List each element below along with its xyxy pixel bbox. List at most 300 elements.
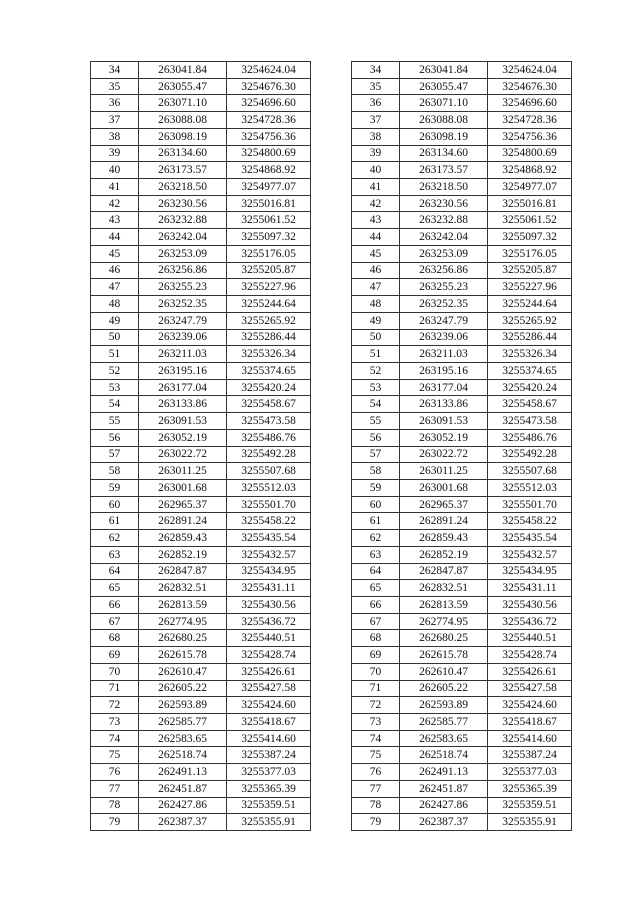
x-coordinate-cell: 262593.89 xyxy=(139,697,227,714)
table-row xyxy=(91,580,311,597)
x-coordinate-cell: 262491.13 xyxy=(139,764,227,781)
point-number-cell: 68 xyxy=(91,630,139,647)
point-number-cell: 68 xyxy=(352,630,400,647)
x-coordinate-cell: 262427.86 xyxy=(400,797,488,814)
table-row xyxy=(91,229,311,246)
table-row xyxy=(352,680,572,697)
table-row xyxy=(352,128,572,145)
point-number-cell: 44 xyxy=(352,229,400,246)
table-row xyxy=(91,479,311,496)
point-number-cell: 54 xyxy=(352,396,400,413)
point-number-cell: 65 xyxy=(91,580,139,597)
y-coordinate-cell: 3255427.58 xyxy=(488,680,572,697)
y-coordinate-cell: 3255435.54 xyxy=(488,530,572,547)
table-row xyxy=(91,663,311,680)
table-row xyxy=(352,62,572,79)
x-coordinate-cell: 262593.89 xyxy=(400,697,488,714)
table-row xyxy=(91,446,311,463)
x-coordinate-cell: 262852.19 xyxy=(139,546,227,563)
y-coordinate-cell: 3254728.36 xyxy=(227,112,311,129)
x-coordinate-cell: 263247.79 xyxy=(400,312,488,329)
y-coordinate-cell: 3255434.95 xyxy=(488,563,572,580)
table-row xyxy=(91,797,311,814)
point-number-cell: 46 xyxy=(91,262,139,279)
table-row xyxy=(352,195,572,212)
x-coordinate-cell: 263232.88 xyxy=(400,212,488,229)
y-coordinate-cell: 3255430.56 xyxy=(488,597,572,614)
table-row xyxy=(352,747,572,764)
y-coordinate-cell: 3255387.24 xyxy=(227,747,311,764)
table-row xyxy=(352,413,572,430)
point-number-cell: 36 xyxy=(352,95,400,112)
y-coordinate-cell: 3255501.70 xyxy=(488,496,572,513)
table-row xyxy=(352,112,572,129)
y-coordinate-cell: 3254800.69 xyxy=(488,145,572,162)
x-coordinate-cell: 263239.06 xyxy=(139,329,227,346)
y-coordinate-cell: 3255387.24 xyxy=(488,747,572,764)
x-coordinate-cell: 262813.59 xyxy=(139,597,227,614)
x-coordinate-cell: 263173.57 xyxy=(139,162,227,179)
x-coordinate-cell: 262859.43 xyxy=(139,530,227,547)
y-coordinate-cell: 3255414.60 xyxy=(227,730,311,747)
point-number-cell: 39 xyxy=(91,145,139,162)
table-row xyxy=(91,630,311,647)
table-row xyxy=(91,162,311,179)
x-coordinate-cell: 262605.22 xyxy=(400,680,488,697)
x-coordinate-cell: 262680.25 xyxy=(400,630,488,647)
table-row xyxy=(352,780,572,797)
table-row xyxy=(91,513,311,530)
point-number-cell: 43 xyxy=(352,212,400,229)
x-coordinate-cell: 263177.04 xyxy=(139,379,227,396)
x-coordinate-cell: 262605.22 xyxy=(139,680,227,697)
point-number-cell: 49 xyxy=(352,312,400,329)
table-row xyxy=(91,563,311,580)
table-row xyxy=(91,329,311,346)
point-number-cell: 61 xyxy=(352,513,400,530)
point-number-cell: 73 xyxy=(91,714,139,731)
point-number-cell: 41 xyxy=(352,179,400,196)
x-coordinate-cell: 263239.06 xyxy=(400,329,488,346)
x-coordinate-cell: 262774.95 xyxy=(139,613,227,630)
point-number-cell: 41 xyxy=(91,179,139,196)
table-row xyxy=(352,630,572,647)
table-row xyxy=(91,697,311,714)
point-number-cell: 62 xyxy=(91,530,139,547)
table-row xyxy=(91,112,311,129)
y-coordinate-cell: 3255501.70 xyxy=(227,496,311,513)
point-number-cell: 49 xyxy=(91,312,139,329)
table-row xyxy=(91,195,311,212)
y-coordinate-cell: 3254624.04 xyxy=(488,62,572,79)
table-row xyxy=(91,413,311,430)
point-number-cell: 40 xyxy=(91,162,139,179)
x-coordinate-cell: 263133.86 xyxy=(139,396,227,413)
point-number-cell: 44 xyxy=(91,229,139,246)
x-coordinate-cell: 262847.87 xyxy=(400,563,488,580)
table-row xyxy=(91,396,311,413)
y-coordinate-cell: 3255512.03 xyxy=(227,479,311,496)
x-coordinate-cell: 263242.04 xyxy=(139,229,227,246)
x-coordinate-cell: 263041.84 xyxy=(139,62,227,79)
y-coordinate-cell: 3255458.22 xyxy=(227,513,311,530)
point-number-cell: 57 xyxy=(91,446,139,463)
x-coordinate-cell: 262680.25 xyxy=(139,630,227,647)
y-coordinate-cell: 3255326.34 xyxy=(227,346,311,363)
point-number-cell: 76 xyxy=(352,764,400,781)
x-coordinate-cell: 262965.37 xyxy=(139,496,227,513)
y-coordinate-cell: 3255374.65 xyxy=(488,362,572,379)
point-number-cell: 67 xyxy=(352,613,400,630)
table-row xyxy=(352,663,572,680)
point-number-cell: 45 xyxy=(352,245,400,262)
point-number-cell: 53 xyxy=(91,379,139,396)
x-coordinate-cell: 263098.19 xyxy=(139,128,227,145)
x-coordinate-cell: 262610.47 xyxy=(400,663,488,680)
table-row xyxy=(91,546,311,563)
coordinate-table-right-body xyxy=(352,62,572,831)
point-number-cell: 79 xyxy=(352,814,400,831)
point-number-cell: 59 xyxy=(352,479,400,496)
point-number-cell: 60 xyxy=(91,496,139,513)
x-coordinate-cell: 262583.65 xyxy=(400,730,488,747)
point-number-cell: 62 xyxy=(352,530,400,547)
y-coordinate-cell: 3255365.39 xyxy=(227,780,311,797)
y-coordinate-cell: 3255097.32 xyxy=(227,229,311,246)
y-coordinate-cell: 3255434.95 xyxy=(227,563,311,580)
point-number-cell: 79 xyxy=(91,814,139,831)
table-row xyxy=(352,730,572,747)
x-coordinate-cell: 262615.78 xyxy=(400,647,488,664)
y-coordinate-cell: 3255436.72 xyxy=(488,613,572,630)
table-row xyxy=(352,814,572,831)
x-coordinate-cell: 262891.24 xyxy=(139,513,227,530)
x-coordinate-cell: 262451.87 xyxy=(400,780,488,797)
x-coordinate-cell: 263247.79 xyxy=(139,312,227,329)
point-number-cell: 60 xyxy=(352,496,400,513)
x-coordinate-cell: 262585.77 xyxy=(400,714,488,731)
x-coordinate-cell: 262610.47 xyxy=(139,663,227,680)
y-coordinate-cell: 3255440.51 xyxy=(227,630,311,647)
point-number-cell: 70 xyxy=(91,663,139,680)
point-number-cell: 43 xyxy=(91,212,139,229)
y-coordinate-cell: 3255377.03 xyxy=(488,764,572,781)
point-number-cell: 57 xyxy=(352,446,400,463)
x-coordinate-cell: 262518.74 xyxy=(139,747,227,764)
y-coordinate-cell: 3255286.44 xyxy=(227,329,311,346)
table-row xyxy=(352,446,572,463)
point-number-cell: 38 xyxy=(91,128,139,145)
table-row xyxy=(352,546,572,563)
y-coordinate-cell: 3254756.36 xyxy=(227,128,311,145)
y-coordinate-cell: 3255428.74 xyxy=(488,647,572,664)
y-coordinate-cell: 3255244.64 xyxy=(488,296,572,313)
y-coordinate-cell: 3255458.67 xyxy=(227,396,311,413)
point-number-cell: 48 xyxy=(91,296,139,313)
table-row xyxy=(352,229,572,246)
table-row xyxy=(352,312,572,329)
x-coordinate-cell: 262859.43 xyxy=(400,530,488,547)
table-row xyxy=(352,479,572,496)
point-number-cell: 75 xyxy=(91,747,139,764)
x-coordinate-cell: 263022.72 xyxy=(139,446,227,463)
point-number-cell: 58 xyxy=(352,463,400,480)
table-row xyxy=(352,647,572,664)
point-number-cell: 37 xyxy=(352,112,400,129)
table-row xyxy=(91,613,311,630)
point-number-cell: 55 xyxy=(352,413,400,430)
point-number-cell: 78 xyxy=(91,797,139,814)
table-row xyxy=(91,814,311,831)
point-number-cell: 45 xyxy=(91,245,139,262)
y-coordinate-cell: 3255359.51 xyxy=(227,797,311,814)
coordinate-table-right xyxy=(351,61,572,831)
x-coordinate-cell: 262585.77 xyxy=(139,714,227,731)
table-row xyxy=(352,797,572,814)
y-coordinate-cell: 3255424.60 xyxy=(227,697,311,714)
y-coordinate-cell: 3255286.44 xyxy=(488,329,572,346)
y-coordinate-cell: 3255458.22 xyxy=(488,513,572,530)
x-coordinate-cell: 263211.03 xyxy=(400,346,488,363)
y-coordinate-cell: 3255492.28 xyxy=(227,446,311,463)
table-row xyxy=(91,78,311,95)
table-row xyxy=(91,296,311,313)
table-row xyxy=(352,162,572,179)
table-row xyxy=(91,212,311,229)
table-row xyxy=(91,245,311,262)
y-coordinate-cell: 3255365.39 xyxy=(488,780,572,797)
y-coordinate-cell: 3255244.64 xyxy=(227,296,311,313)
y-coordinate-cell: 3255176.05 xyxy=(488,245,572,262)
table-row xyxy=(91,714,311,731)
x-coordinate-cell: 263195.16 xyxy=(400,362,488,379)
table-row xyxy=(352,530,572,547)
table-row xyxy=(352,496,572,513)
x-coordinate-cell: 263052.19 xyxy=(400,429,488,446)
y-coordinate-cell: 3255426.61 xyxy=(488,663,572,680)
x-coordinate-cell: 263055.47 xyxy=(139,78,227,95)
point-number-cell: 74 xyxy=(91,730,139,747)
y-coordinate-cell: 3255426.61 xyxy=(227,663,311,680)
point-number-cell: 51 xyxy=(91,346,139,363)
x-coordinate-cell: 263253.09 xyxy=(400,245,488,262)
point-number-cell: 58 xyxy=(91,463,139,480)
y-coordinate-cell: 3254676.30 xyxy=(488,78,572,95)
point-number-cell: 67 xyxy=(91,613,139,630)
x-coordinate-cell: 263088.08 xyxy=(139,112,227,129)
x-coordinate-cell: 263071.10 xyxy=(400,95,488,112)
table-row xyxy=(91,279,311,296)
x-coordinate-cell: 262387.37 xyxy=(139,814,227,831)
x-coordinate-cell: 262583.65 xyxy=(139,730,227,747)
point-number-cell: 72 xyxy=(352,697,400,714)
x-coordinate-cell: 262965.37 xyxy=(400,496,488,513)
y-coordinate-cell: 3255420.24 xyxy=(488,379,572,396)
y-coordinate-cell: 3255176.05 xyxy=(227,245,311,262)
point-number-cell: 74 xyxy=(352,730,400,747)
point-number-cell: 73 xyxy=(352,714,400,731)
table-row xyxy=(91,179,311,196)
point-number-cell: 50 xyxy=(352,329,400,346)
point-number-cell: 71 xyxy=(352,680,400,697)
point-number-cell: 77 xyxy=(352,780,400,797)
point-number-cell: 71 xyxy=(91,680,139,697)
table-row xyxy=(91,95,311,112)
x-coordinate-cell: 263091.53 xyxy=(400,413,488,430)
x-coordinate-cell: 263071.10 xyxy=(139,95,227,112)
point-number-cell: 76 xyxy=(91,764,139,781)
x-coordinate-cell: 263001.68 xyxy=(400,479,488,496)
point-number-cell: 78 xyxy=(352,797,400,814)
y-coordinate-cell: 3255431.11 xyxy=(227,580,311,597)
x-coordinate-cell: 263230.56 xyxy=(400,195,488,212)
point-number-cell: 59 xyxy=(91,479,139,496)
y-coordinate-cell: 3255435.54 xyxy=(227,530,311,547)
y-coordinate-cell: 3254728.36 xyxy=(488,112,572,129)
point-number-cell: 56 xyxy=(352,429,400,446)
x-coordinate-cell: 263022.72 xyxy=(400,446,488,463)
table-row xyxy=(91,780,311,797)
point-number-cell: 69 xyxy=(91,647,139,664)
point-number-cell: 46 xyxy=(352,262,400,279)
table-row xyxy=(352,697,572,714)
point-number-cell: 42 xyxy=(352,195,400,212)
y-coordinate-cell: 3255205.87 xyxy=(227,262,311,279)
table-row xyxy=(352,296,572,313)
y-coordinate-cell: 3255326.34 xyxy=(488,346,572,363)
x-coordinate-cell: 263091.53 xyxy=(139,413,227,430)
point-number-cell: 75 xyxy=(352,747,400,764)
point-number-cell: 56 xyxy=(91,429,139,446)
table-row xyxy=(352,362,572,379)
point-number-cell: 36 xyxy=(91,95,139,112)
table-row xyxy=(91,647,311,664)
table-row xyxy=(91,747,311,764)
table-row xyxy=(352,179,572,196)
point-number-cell: 47 xyxy=(352,279,400,296)
table-row xyxy=(352,95,572,112)
x-coordinate-cell: 263256.86 xyxy=(139,262,227,279)
y-coordinate-cell: 3255016.81 xyxy=(488,195,572,212)
y-coordinate-cell: 3255355.91 xyxy=(488,814,572,831)
x-coordinate-cell: 263055.47 xyxy=(400,78,488,95)
y-coordinate-cell: 3255430.56 xyxy=(227,597,311,614)
point-number-cell: 64 xyxy=(352,563,400,580)
point-number-cell: 50 xyxy=(91,329,139,346)
x-coordinate-cell: 262832.51 xyxy=(400,580,488,597)
point-number-cell: 51 xyxy=(352,346,400,363)
coordinate-table-left-body xyxy=(91,62,311,831)
y-coordinate-cell: 3254977.07 xyxy=(227,179,311,196)
point-number-cell: 34 xyxy=(352,62,400,79)
point-number-cell: 42 xyxy=(91,195,139,212)
y-coordinate-cell: 3255492.28 xyxy=(488,446,572,463)
table-row xyxy=(91,145,311,162)
y-coordinate-cell: 3254977.07 xyxy=(488,179,572,196)
table-row xyxy=(352,78,572,95)
x-coordinate-cell: 263177.04 xyxy=(400,379,488,396)
y-coordinate-cell: 3255227.96 xyxy=(488,279,572,296)
point-number-cell: 35 xyxy=(91,78,139,95)
point-number-cell: 52 xyxy=(352,362,400,379)
table-row xyxy=(352,429,572,446)
point-number-cell: 77 xyxy=(91,780,139,797)
x-coordinate-cell: 262891.24 xyxy=(400,513,488,530)
table-row xyxy=(352,463,572,480)
point-number-cell: 38 xyxy=(352,128,400,145)
x-coordinate-cell: 263218.50 xyxy=(139,179,227,196)
y-coordinate-cell: 3255414.60 xyxy=(488,730,572,747)
point-number-cell: 40 xyxy=(352,162,400,179)
table-row xyxy=(352,714,572,731)
x-coordinate-cell: 263255.23 xyxy=(139,279,227,296)
y-coordinate-cell: 3254676.30 xyxy=(227,78,311,95)
y-coordinate-cell: 3255458.67 xyxy=(488,396,572,413)
table-row xyxy=(91,463,311,480)
table-row xyxy=(91,680,311,697)
point-number-cell: 53 xyxy=(352,379,400,396)
y-coordinate-cell: 3255507.68 xyxy=(227,463,311,480)
y-coordinate-cell: 3255205.87 xyxy=(488,262,572,279)
x-coordinate-cell: 263252.35 xyxy=(139,296,227,313)
y-coordinate-cell: 3254624.04 xyxy=(227,62,311,79)
x-coordinate-cell: 263218.50 xyxy=(400,179,488,196)
table-row xyxy=(352,613,572,630)
y-coordinate-cell: 3255512.03 xyxy=(488,479,572,496)
x-coordinate-cell: 262847.87 xyxy=(139,563,227,580)
point-number-cell: 63 xyxy=(352,546,400,563)
x-coordinate-cell: 263253.09 xyxy=(139,245,227,262)
point-number-cell: 39 xyxy=(352,145,400,162)
x-coordinate-cell: 263252.35 xyxy=(400,296,488,313)
x-coordinate-cell: 262832.51 xyxy=(139,580,227,597)
table-row xyxy=(91,730,311,747)
table-row xyxy=(352,379,572,396)
y-coordinate-cell: 3254800.69 xyxy=(227,145,311,162)
y-coordinate-cell: 3255428.74 xyxy=(227,647,311,664)
y-coordinate-cell: 3255424.60 xyxy=(488,697,572,714)
y-coordinate-cell: 3255016.81 xyxy=(227,195,311,212)
x-coordinate-cell: 263133.86 xyxy=(400,396,488,413)
x-coordinate-cell: 262491.13 xyxy=(400,764,488,781)
y-coordinate-cell: 3255418.67 xyxy=(488,714,572,731)
y-coordinate-cell: 3255486.76 xyxy=(488,429,572,446)
x-coordinate-cell: 262852.19 xyxy=(400,546,488,563)
y-coordinate-cell: 3255432.57 xyxy=(488,546,572,563)
x-coordinate-cell: 263256.86 xyxy=(400,262,488,279)
point-number-cell: 70 xyxy=(352,663,400,680)
point-number-cell: 66 xyxy=(352,597,400,614)
y-coordinate-cell: 3255359.51 xyxy=(488,797,572,814)
y-coordinate-cell: 3255061.52 xyxy=(488,212,572,229)
y-coordinate-cell: 3255265.92 xyxy=(488,312,572,329)
table-row xyxy=(352,245,572,262)
table-row xyxy=(352,396,572,413)
y-coordinate-cell: 3255432.57 xyxy=(227,546,311,563)
point-number-cell: 64 xyxy=(91,563,139,580)
table-row xyxy=(352,346,572,363)
x-coordinate-cell: 262813.59 xyxy=(400,597,488,614)
table-row xyxy=(91,496,311,513)
table-row xyxy=(91,128,311,145)
point-number-cell: 69 xyxy=(352,647,400,664)
x-coordinate-cell: 263134.60 xyxy=(139,145,227,162)
x-coordinate-cell: 263011.25 xyxy=(139,463,227,480)
table-row xyxy=(91,764,311,781)
y-coordinate-cell: 3255440.51 xyxy=(488,630,572,647)
point-number-cell: 66 xyxy=(91,597,139,614)
table-row xyxy=(352,563,572,580)
